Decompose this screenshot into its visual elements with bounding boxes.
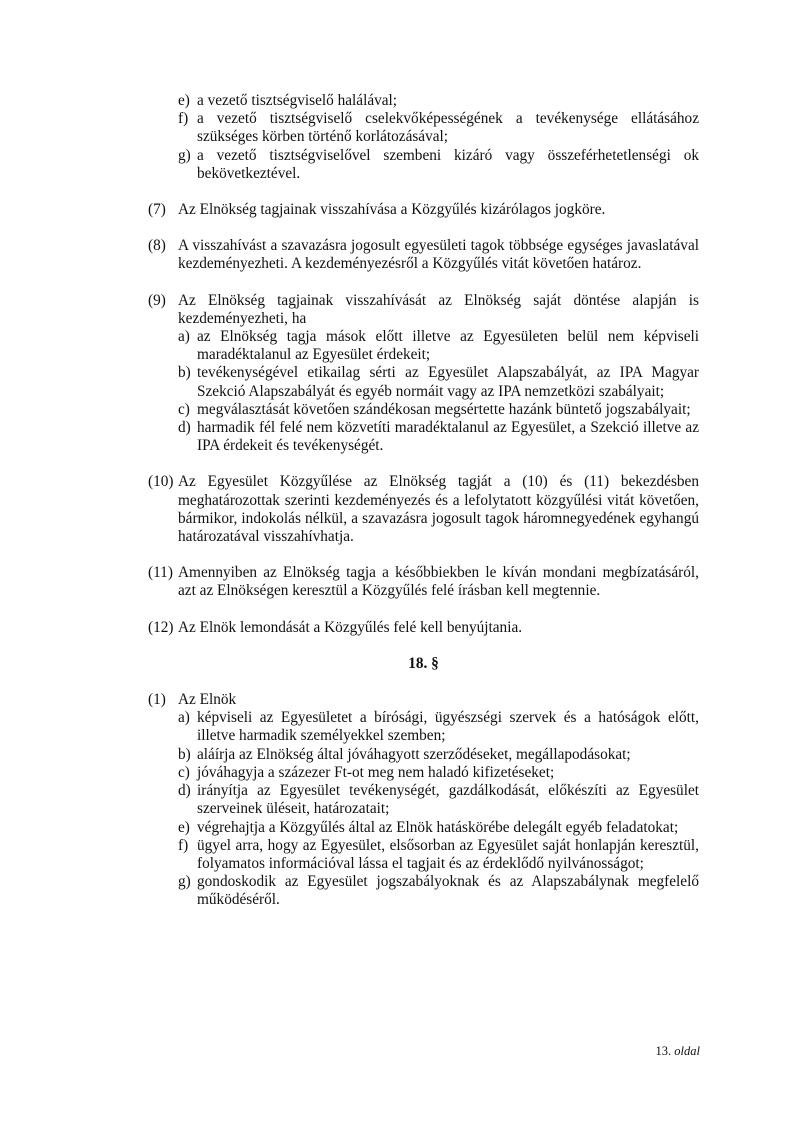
- list-item: b) aláírja az Elnökség által jóváhagyott szerződéseket, megállapodásokat;: [178, 745, 631, 763]
- list-item: e) végrehajtja a Közgyűlés által az Elnök hatáskörébe delegált egyéb feladatokat;: [178, 818, 679, 836]
- list-item: g) a vezető tisztségviselővel szembeni kizáró vagy összeférhetetlenségi ok bekövetkeztével.: [178, 146, 699, 182]
- page-word: oldal: [674, 1044, 700, 1058]
- paragraph-10: (10) Az Egyesület Közgyűlése az Elnökség tagját a (10) és (11) bekezdésben meghatározottak szerinti kezdeményezés és a lefolytatott közgyűlési vitát követően, bármikor, indokolás nélkül, a szavazásra jogosult tagok háromnegyedének egyhangú határozatával visszahívhatja.: [148, 473, 699, 546]
- list-item: d) harmadik fél felé nem közvetíti maradéktalanul az Egyesület, a Szekció illetve az IPA érdekeit és tevékenységét.: [178, 419, 699, 455]
- paragraph-12: (12) Az Elnök lemondását a Közgyűlés felé kell benyújtania.: [148, 618, 523, 636]
- page-footer: [600, 1042, 700, 1060]
- list-item: e) a vezető tisztségviselő halálával;: [178, 92, 398, 109]
- list-item: c) megválasztását követően szándékosan megsértette hazánk büntető jogszabályait;: [178, 400, 691, 418]
- paragraph-8: (8) A visszahívást a szavazásra jogosult egyesületi tagok többsége egységes javaslatával kezdeményezheti. A kezdeményezésről a Közgyűlés vitát követően határoz.: [148, 237, 699, 273]
- list-item: d) irányítja az Egyesület tevékenységét, gazdálkodását, előkészíti az Egyesület szerveinek üléseit, határozatait;: [178, 782, 699, 818]
- page-number: 13.: [655, 1044, 672, 1058]
- paragraph-7: (7) Az Elnökség tagjainak visszahívása a Közgyűlés kizárólagos jogköre.: [148, 201, 606, 219]
- paragraph-18-1: (1) Az Elnök: [148, 691, 237, 709]
- list-item: f) a vezető tisztségviselő cselekvőképességének a tevékenysége ellátásához szükséges körben történő korlátozásával;: [178, 110, 699, 146]
- list-item: a) képviseli az Egyesületet a bírósági, ügyészségi szervek és a hatóságok előtt, illetve harmadik személyekkel szemben;: [178, 709, 699, 745]
- document-page: [148, 92, 699, 910]
- list-item: a) az Elnökség tagja mások előtt illetve az Egyesületen belül nem képviseli maradéktalanul az Egyesület érdekeit;: [178, 328, 699, 364]
- section-heading: 18. §: [408, 654, 439, 672]
- continued-list: [148, 92, 699, 183]
- paragraph-11: (11) Amennyiben az Elnökség tagja a későbbiekben le kíván mondani megbízatásáról, azt az Elnökségen keresztül a Közgyűlés felé írásban kell megtennie.: [148, 564, 699, 600]
- list-item: f) ügyel arra, hogy az Egyesület, elsősorban az Egyesület saját honlapján keresztül, folyamatos információval lássa el tagjait és az érdeklődő nyilvánosságot;: [178, 836, 699, 872]
- paragraph-9: (9) Az Elnökség tagjainak visszahívását az Elnökség saját döntése alapján is kezdeményezheti, ha: [148, 291, 699, 327]
- list-item: g) gondoskodik az Egyesület jogszabályoknak és az Alapszabálynak megfelelő működéséről.: [178, 873, 699, 909]
- list-item: b) tevékenységével etikailag sérti az Egyesület Alapszabályát, az IPA Magyar Szekció Alapszabályát és egyéb normáit vagy az IPA nemzetközi szabályait;: [178, 364, 699, 400]
- list-item: c) jóváhagyja a százezer Ft-ot meg nem haladó kifizetéseket;: [178, 763, 555, 781]
